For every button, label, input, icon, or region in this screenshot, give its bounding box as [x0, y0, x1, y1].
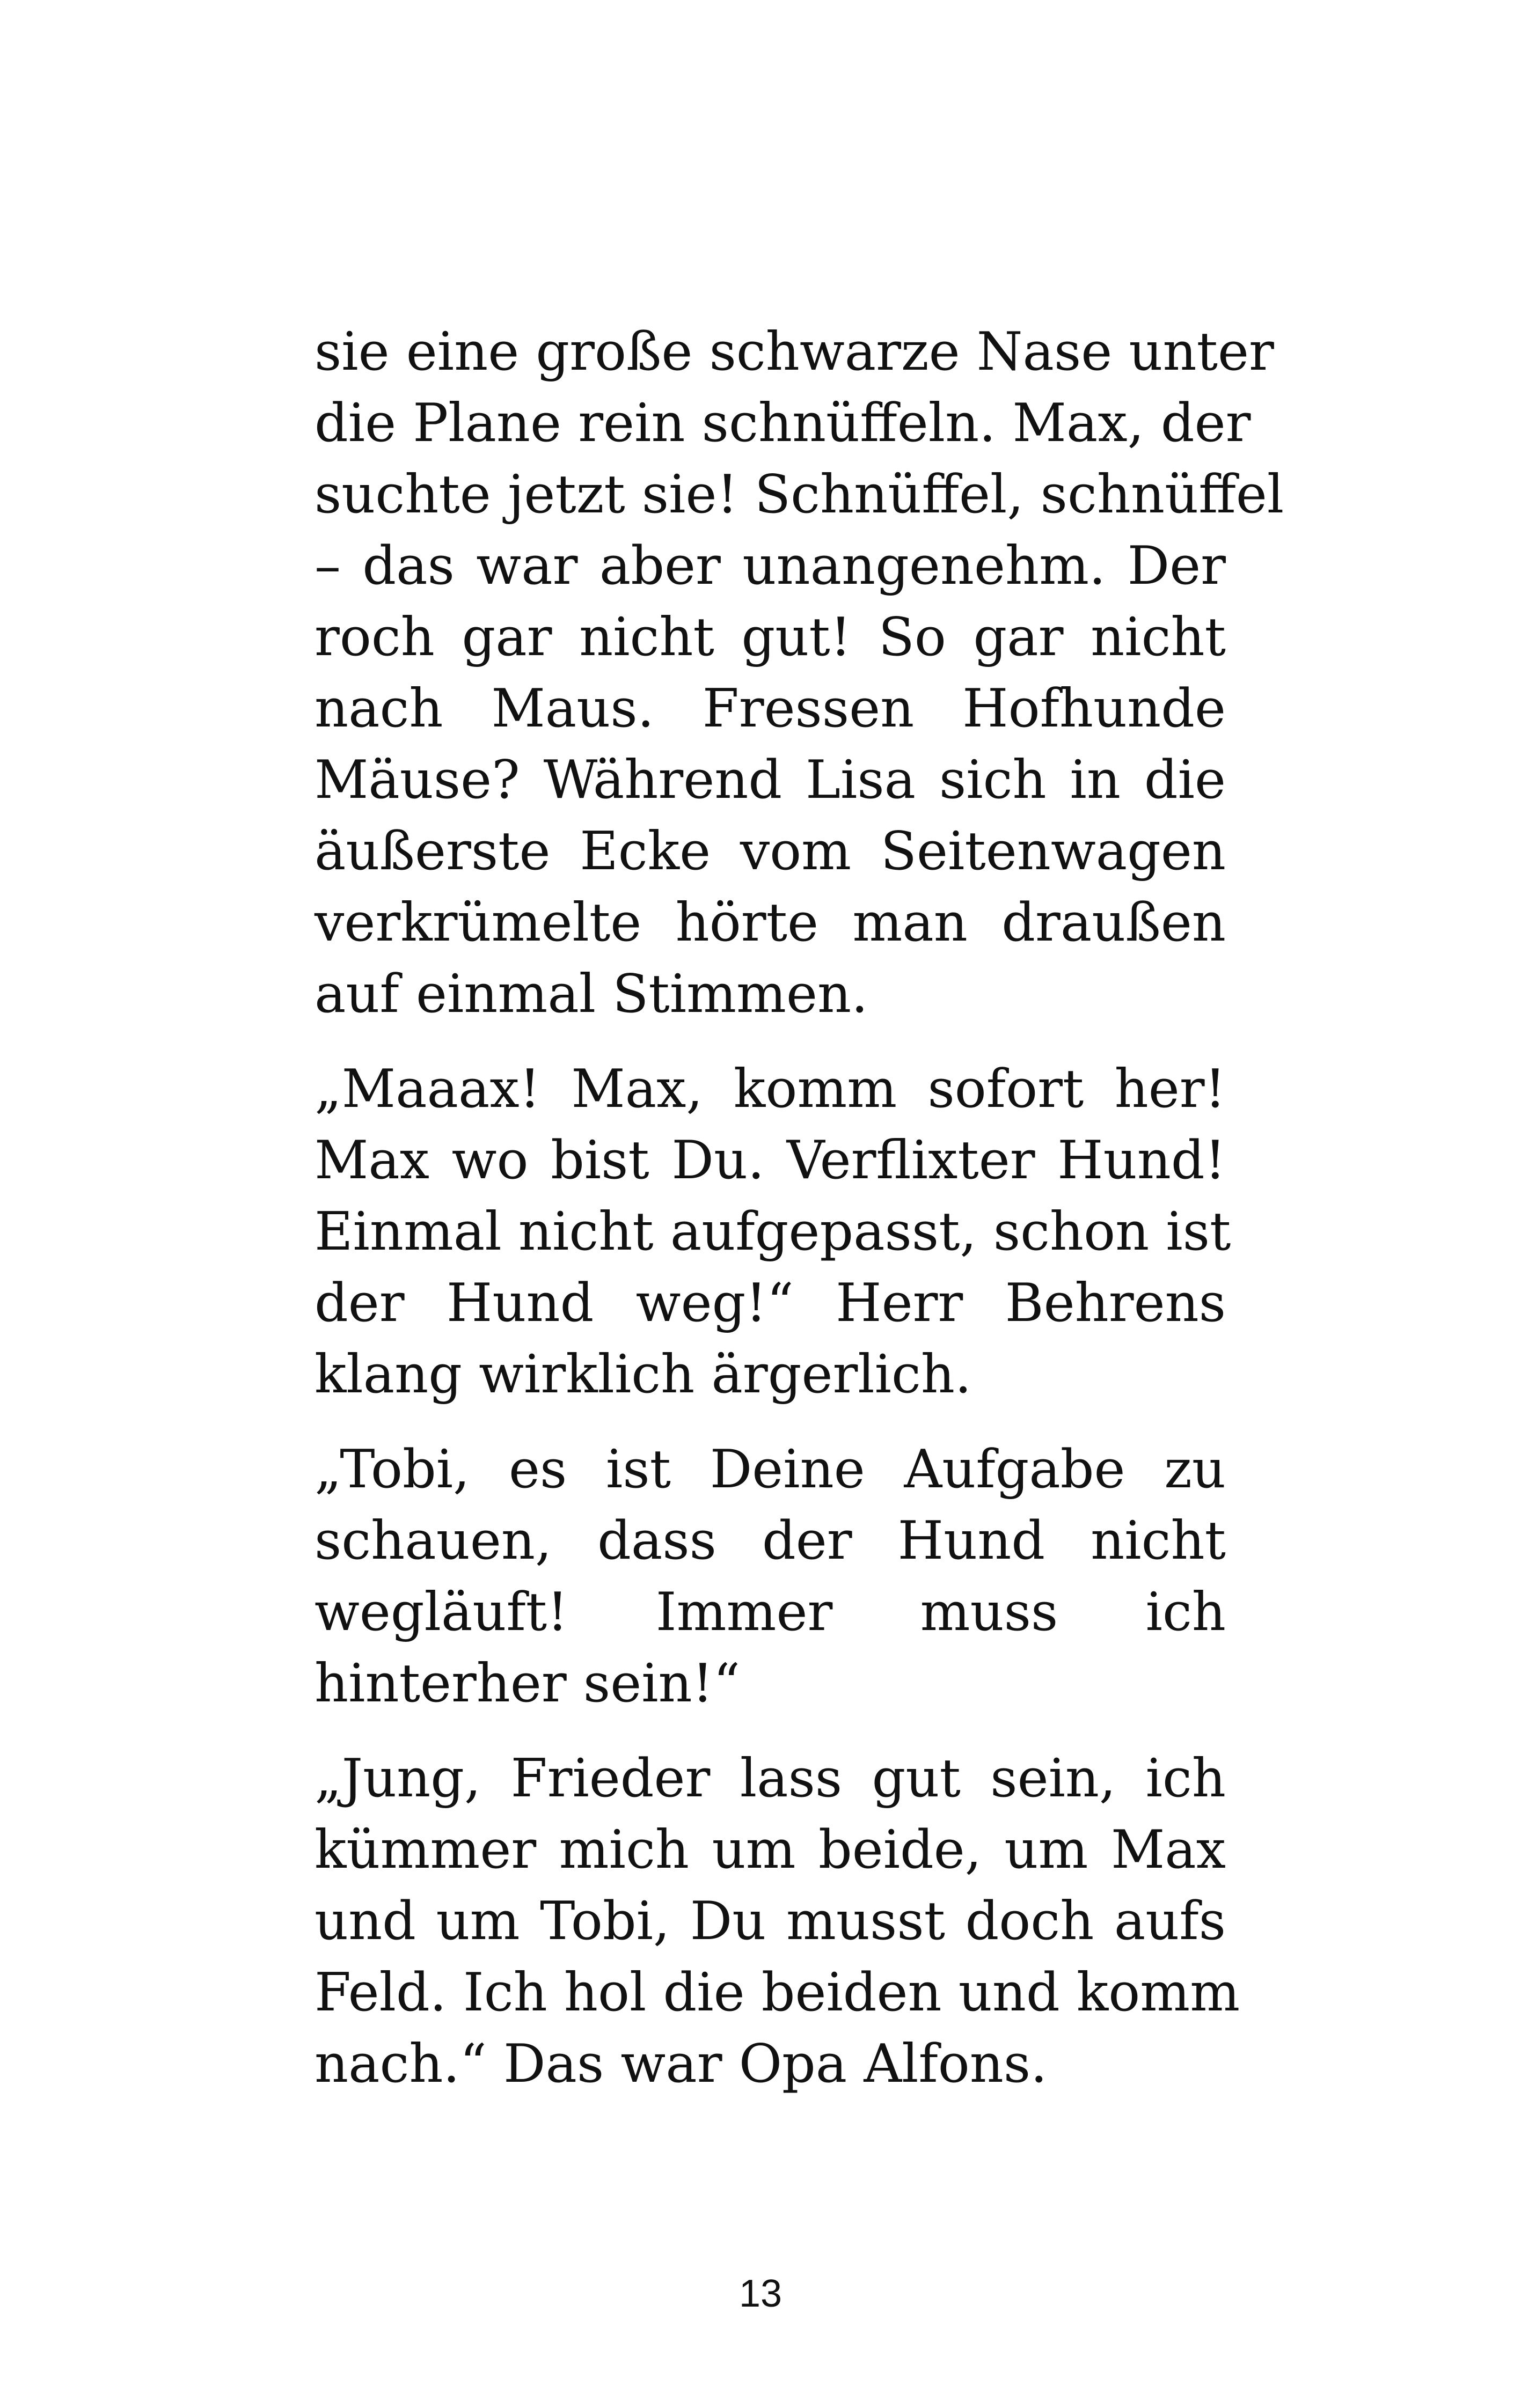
text-line: suchte jetzt sie! Schnüffel, schnüffel: [315, 464, 1284, 525]
paragraph-2: [315, 1054, 1231, 1411]
paragraph-3: [315, 1434, 1226, 1720]
text-line: Einmal nicht aufgepasst, schon ist: [315, 1201, 1231, 1262]
text-line: auf einmal Stimmen.: [315, 964, 868, 1025]
text-line: „Tobi, es ist Deine Aufgabe zu: [315, 1439, 1226, 1500]
body-text: [315, 317, 1284, 2124]
text-line: nach.“ Das war Opa Alfons.: [315, 2033, 1048, 2095]
text-line: die Plane rein schnüffeln. Max, der: [315, 393, 1251, 454]
text-line: sie eine große schwarze Nase unter: [315, 321, 1274, 383]
text-line: verkrümelte hörte man draußen: [315, 892, 1226, 953]
text-line: hinterher sein!“: [315, 1653, 741, 1714]
text-line: – das war aber unangenehm. Der: [315, 535, 1226, 597]
text-line: der Hund weg!“ Herr Behrens: [315, 1273, 1226, 1334]
page-number: 13: [738, 2272, 783, 2315]
text-line: roch gar nicht gut! So gar nicht: [315, 607, 1226, 668]
text-line: wegläuft! Immer muss ich: [315, 1582, 1226, 1643]
text-line: und um Tobi, Du musst doch aufs: [315, 1891, 1226, 1952]
text-line: Max wo bist Du. Verflixter Hund!: [315, 1130, 1226, 1191]
text-line: „Jung, Frieder lass gut sein, ich: [315, 1748, 1226, 1809]
text-line: kümmer mich um beide, um Max: [315, 1819, 1226, 1881]
text-line: Mäuse? Während Lisa sich in die: [315, 750, 1226, 811]
text-line: Feld. Ich hol die beiden und komm: [315, 1962, 1240, 2023]
text-line: schauen, dass der Hund nicht: [315, 1510, 1226, 1572]
text-line: nach Maus. Fressen Hofhunde: [315, 678, 1226, 739]
text-line: äußerste Ecke vom Seitenwagen: [315, 821, 1226, 882]
text-line: „Maaax! Max, komm sofort her!: [315, 1059, 1226, 1120]
paragraph-1: [315, 317, 1284, 1030]
text-line: klang wirklich ärgerlich.: [315, 1344, 972, 1405]
paragraph-4: [315, 1743, 1240, 2100]
